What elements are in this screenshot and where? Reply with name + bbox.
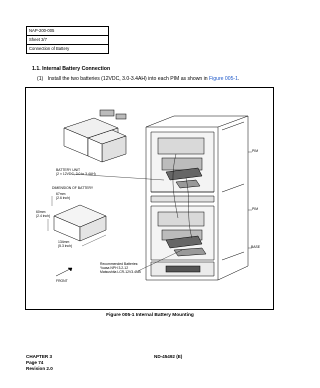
dimension-title: DIMENSION OF BATTERY	[52, 186, 94, 190]
step-number: (1)	[37, 76, 44, 82]
figure-frame	[25, 87, 274, 310]
footer-chapter: CHAPTER 3	[26, 354, 53, 359]
footer-revision: Revision 2.0	[26, 366, 53, 371]
footer-left	[26, 354, 53, 372]
footer-page: Page 74	[26, 360, 44, 365]
instruction-step	[37, 76, 239, 82]
sheet-cell: Sheet 3/7	[27, 36, 109, 45]
recommended-batteries: Recommended Batteries: Yuasa NPH 3.2-12 Matsushita LCR-12V3.4NB	[100, 262, 141, 274]
pim-lower-label: PIM	[252, 207, 259, 211]
doc-title-cell: Connection of Battery	[27, 45, 109, 54]
figure-link[interactable]: Figure 005-1	[209, 76, 238, 82]
front-label: FRONT	[56, 279, 68, 283]
document-info-table	[26, 26, 109, 54]
figure-caption: Figure 005-1 Internal Battery Mounting	[106, 313, 194, 318]
dimension-width: 60mm (2.4 inch)	[36, 210, 51, 218]
dimension-length: 134mm (5.3 inch)	[58, 240, 73, 248]
step-text: Install the two batteries (12VDC, 3.0-3.4AH) into each PIM as shown in	[47, 76, 210, 82]
pim-upper-label: PIM	[252, 149, 259, 153]
battery-unit-label: BATTERY UNIT (2 × 12VDC, 3.0 to 3.4AH)	[56, 168, 96, 176]
section-heading: 1.1. Internal Battery Connection	[32, 66, 111, 72]
doc-id-cell: NAP-200-005	[27, 27, 109, 36]
footer-doc-number: ND-45492 (E)	[154, 354, 183, 359]
step-end: .	[237, 76, 240, 82]
dimension-height: 67mm (2.6 inch)	[56, 192, 71, 200]
base-label: BASE	[251, 245, 261, 249]
